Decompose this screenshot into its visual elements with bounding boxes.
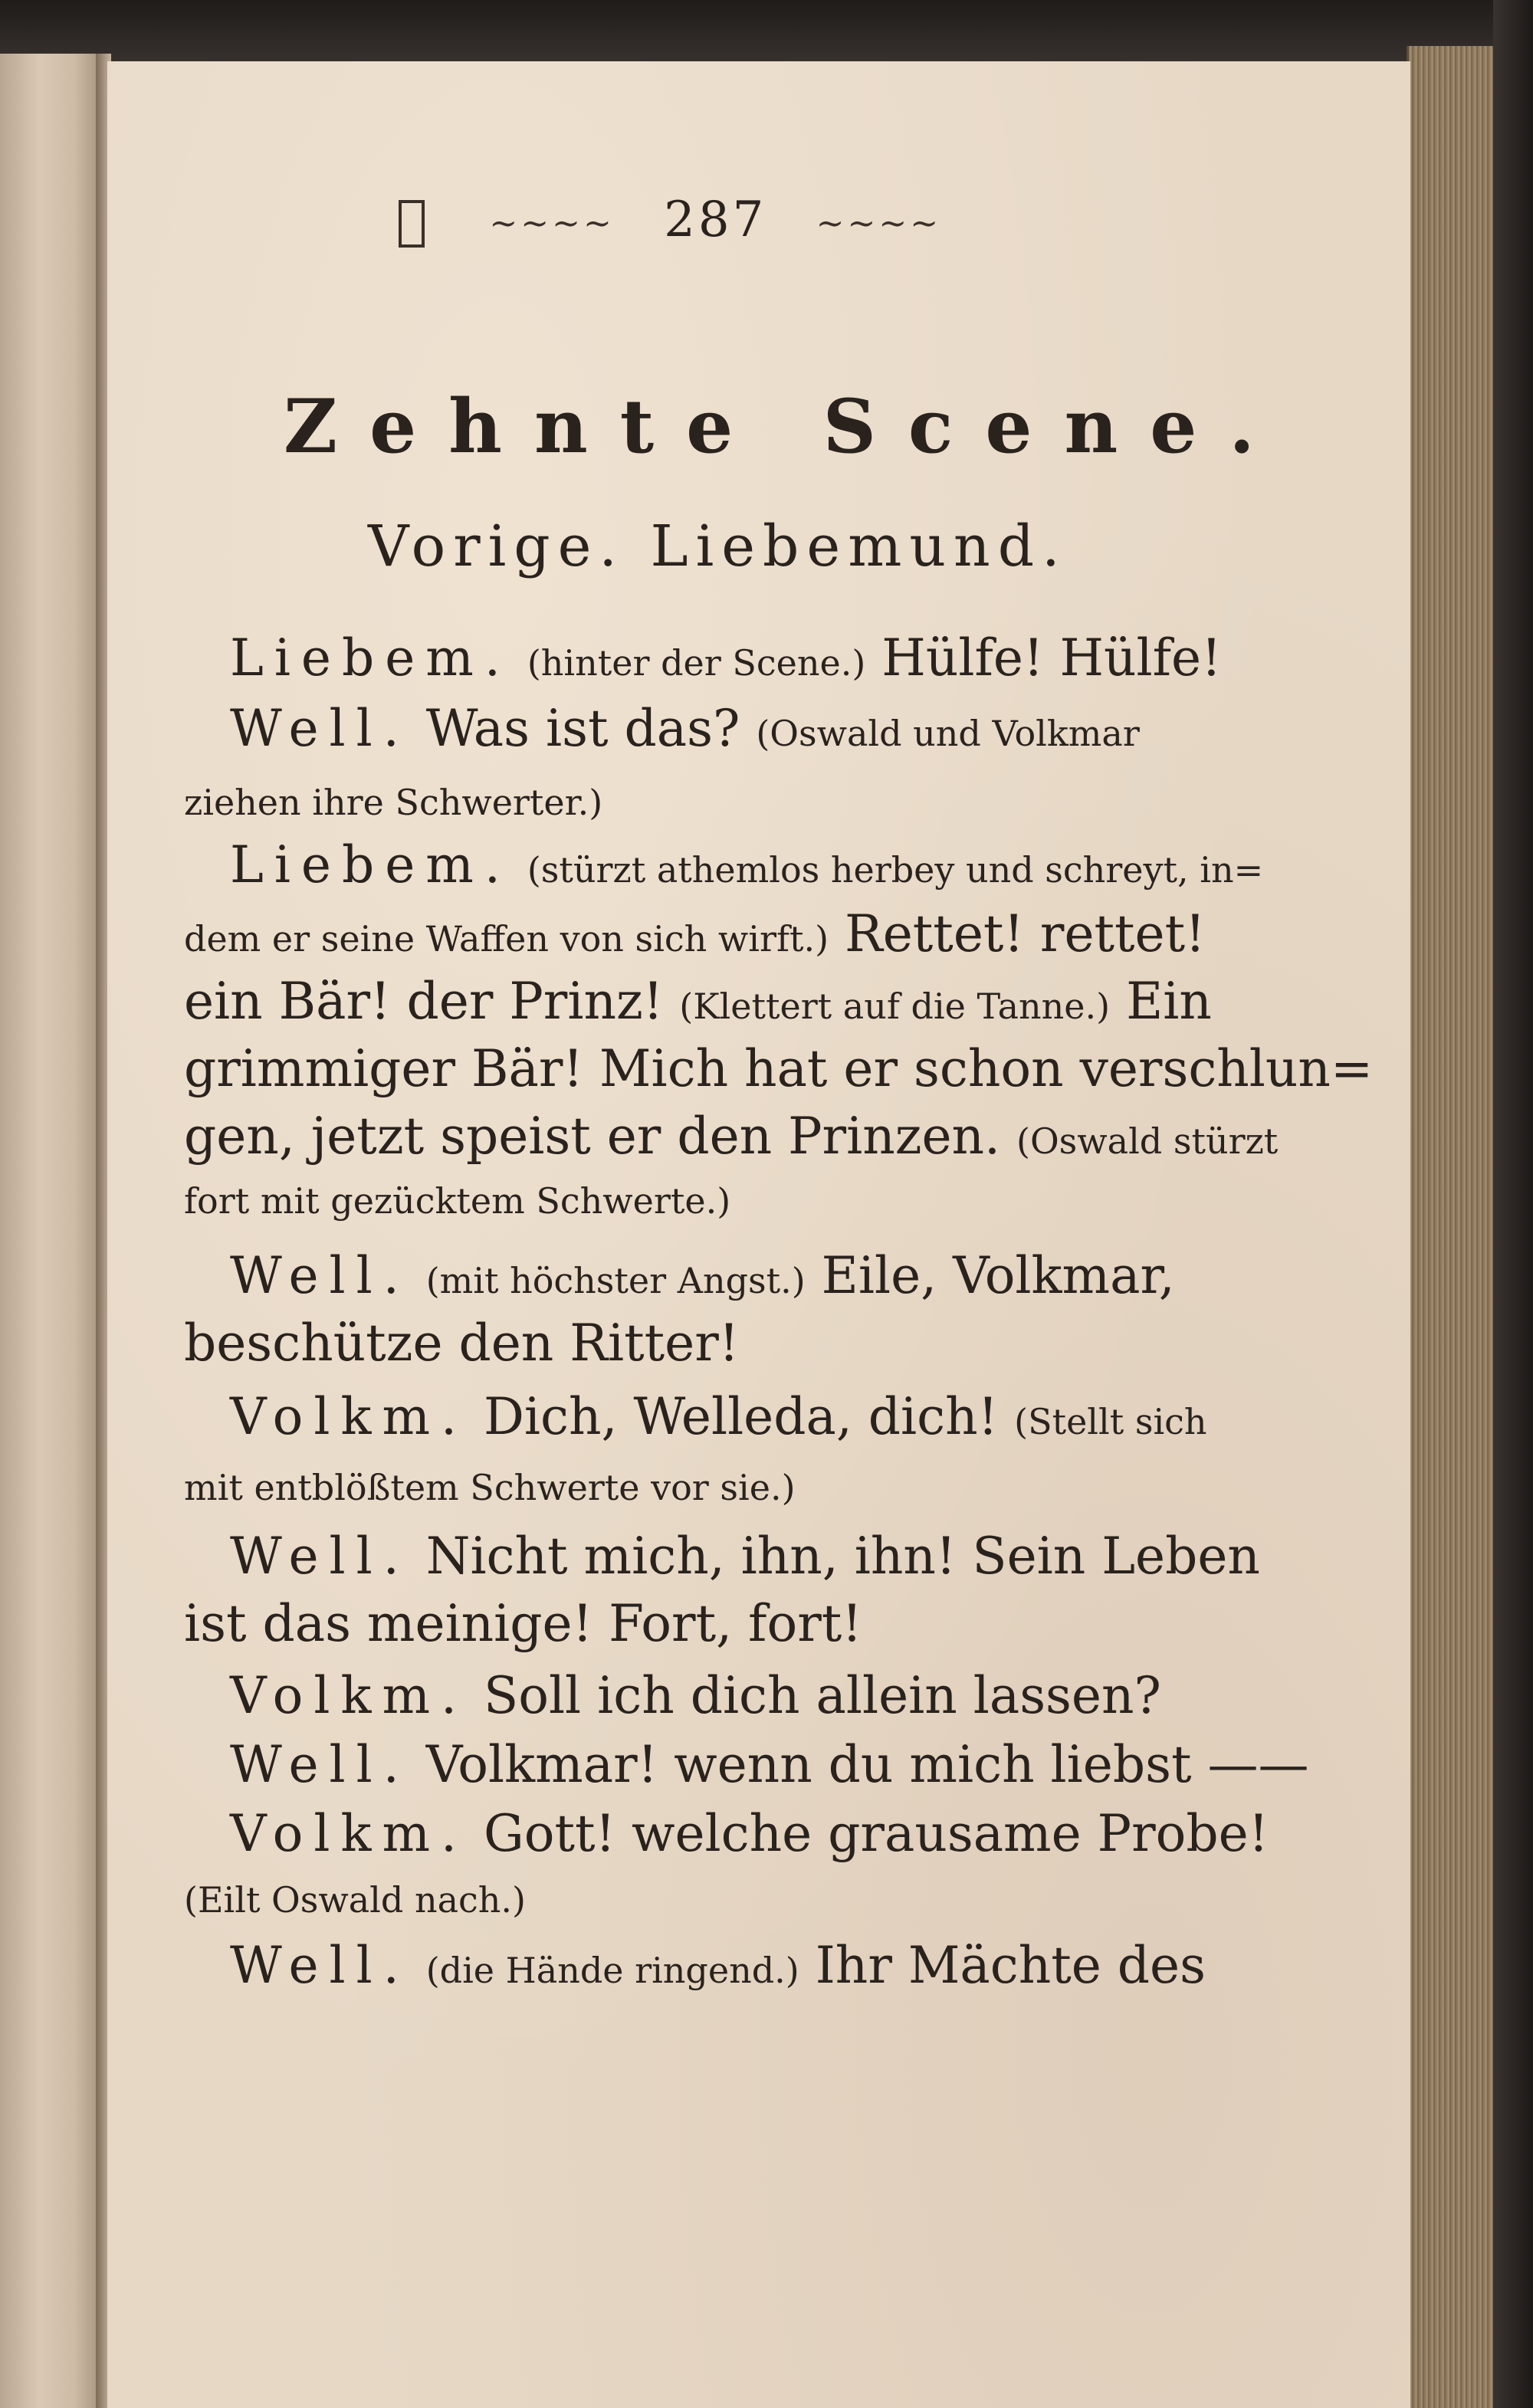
stage-direction: dem er seine Waffen von sich wirft.)	[184, 918, 829, 960]
text-line-20	[230, 1936, 1533, 1995]
signature-mark-icon	[399, 200, 425, 248]
dialogue-text: ein Bär! der Prinz!	[184, 972, 664, 1031]
text-line-15	[184, 1594, 1487, 1653]
speaker-name: Volkm.	[230, 1387, 468, 1446]
speaker-name: Well.	[230, 1527, 410, 1586]
dialogue-text: Hülfe! Hülfe!	[881, 628, 1222, 687]
dialogue-text: Gott! welche grausame Probe!	[484, 1804, 1269, 1863]
stage-direction: (die Hände ringend.)	[425, 1950, 799, 1991]
dialogue-text: Eile, Volkmar,	[821, 1246, 1175, 1305]
dialogue-text: Volkmar! wenn du mich liebst ——	[425, 1735, 1309, 1794]
dialogue-text: beschütze den Ritter!	[184, 1314, 740, 1373]
speaker-name: Well.	[230, 699, 410, 758]
stage-direction: ziehen ihre Schwerter.)	[184, 782, 603, 823]
dialogue-text: Nicht mich, ihn, ihn! Sein Leben	[425, 1527, 1260, 1586]
stage-direction: (Oswald und Volkmar	[756, 713, 1140, 754]
stage-direction: mit entblößtem Schwerte vor sie.)	[184, 1467, 796, 1508]
text-line-11	[184, 1314, 1487, 1373]
speaker-name: Volkm.	[230, 1666, 468, 1725]
text-line-5	[184, 904, 1487, 963]
stage-direction: (Stellt sich	[1014, 1401, 1207, 1442]
stage-direction: (mit höchster Angst.)	[425, 1260, 806, 1301]
text-line-12	[230, 1387, 1533, 1446]
dialogue-text: Ein	[1126, 972, 1212, 1031]
text-line-8	[184, 1107, 1487, 1166]
book-page	[107, 61, 1410, 2408]
stage-direction: fort mit gezücktem Schwerte.)	[184, 1180, 731, 1222]
running-header	[107, 192, 1533, 248]
text-line-17	[230, 1735, 1533, 1794]
header-ornament-right: ~~~~	[816, 204, 942, 243]
text-line-19	[184, 1879, 1487, 1921]
header-ornament-left: ~~~~	[489, 204, 615, 243]
text-line-3	[184, 782, 1487, 823]
book-cover-top	[0, 0, 1533, 69]
stage-direction: (Eilt Oswald nach.)	[184, 1879, 526, 1921]
page-number: 287	[664, 192, 767, 248]
speaker-name: Liebem.	[230, 628, 511, 687]
book-cover-right	[1493, 0, 1533, 2408]
stage-direction: (Oswald stürzt	[1016, 1120, 1279, 1162]
text-line-7	[184, 1039, 1487, 1098]
stage-direction: (stürzt athemlos herbey und schreyt, in=	[527, 849, 1264, 891]
speaker-name: Well.	[230, 1936, 410, 1995]
dialogue-text: Rettet! rettet!	[845, 904, 1206, 963]
dialogue-text: Soll ich dich allein lassen?	[484, 1666, 1161, 1725]
stage-direction: (hinter der Scene.)	[527, 642, 866, 684]
text-line-10	[230, 1246, 1533, 1305]
dialogue-text: Dich, Welleda, dich!	[484, 1387, 999, 1446]
scene-persons: Vorige. Liebemund.	[368, 513, 1068, 579]
speaker-name: Well.	[230, 1735, 410, 1794]
scene-title: Zehnte Scene.	[284, 383, 1287, 470]
dialogue-text: Was ist das?	[425, 699, 740, 758]
dialogue-text: gen, jetzt speist er den Prinzen.	[184, 1107, 1001, 1166]
text-line-1	[230, 628, 1533, 687]
speaker-name: Liebem.	[230, 835, 511, 894]
dialogue-text: ist das meinige! Fort, fort!	[184, 1594, 862, 1653]
dialogue-text: grimmiger Bär! Mich hat er schon verschlun=	[184, 1039, 1374, 1098]
dialogue-text: Ihr Mächte des	[815, 1936, 1206, 1995]
text-line-6	[184, 972, 1487, 1031]
stage-direction: (Klettert auf die Tanne.)	[679, 986, 1111, 1027]
text-line-4	[230, 835, 1533, 894]
text-line-14	[230, 1527, 1533, 1586]
text-line-13	[184, 1467, 1487, 1508]
speaker-name: Volkm.	[230, 1804, 468, 1863]
text-line-2	[230, 699, 1533, 758]
speaker-name: Well.	[230, 1246, 410, 1305]
text-line-18	[230, 1804, 1533, 1863]
left-page-edge	[0, 54, 102, 2408]
text-line-16	[230, 1666, 1533, 1725]
text-line-9	[184, 1180, 1487, 1222]
